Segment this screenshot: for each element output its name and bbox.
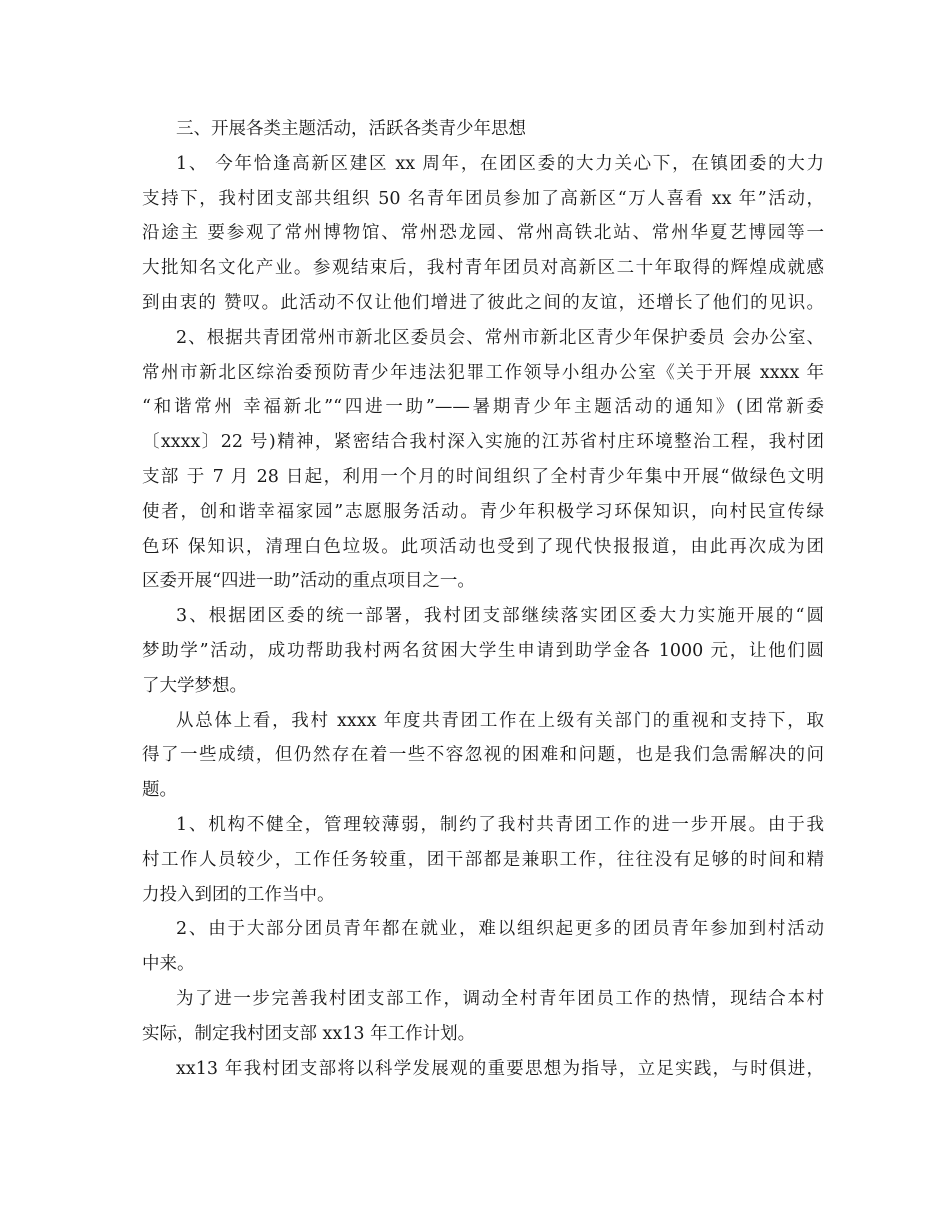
paragraph-line: 实际，制定我村团支部 xx13 年工作计划。 [142,1023,476,1044]
paragraph-line: 支部 于 7 月 28 日起，利用一个月的时间组织了全村青少年集中开展“做绿色文明 [142,466,824,487]
document-body [142,112,824,1086]
section-heading: 三、开展各类主题活动，活跃各类青少年思想 [176,119,526,139]
paragraph-line: 了大学梦想。 [142,675,247,696]
paragraph-line: 大批知名文化产业。参观结束后，我村青年团员对高新区二十年取得的辉煌成就感 [142,258,824,279]
paragraph-line: xx13 年我村团支部将以科学发展观的重要思想为指导，立足实践，与时俱进， [176,1058,824,1079]
paragraph-line: 村工作人员较少，工作任务较重，团干部都是兼职工作，往往没有足够的时间和精 [142,849,824,870]
paragraph-line: 支持下，我村团支部共组织 50 名青年团员参加了高新区“万人喜看 xx 年”活动， [142,188,824,209]
paragraph-line: 〔xxxx〕22 号)精神，紧密结合我村深入实施的江苏省村庄环境整治工程，我村团 [142,432,824,453]
paragraph-line: 3、根据团区委的统一部署，我村团支部继续落实团区委大力实施开展的“圆 [176,606,824,627]
paragraph-line: 1、机构不健全，管理较薄弱，制约了我村共青团工作的进一步开展。由于我 [176,814,824,835]
paragraph-line: 色环 保知识，清理白色垃圾。此项活动也受到了现代快报报道，由此再次成为团 [142,536,824,557]
paragraph-line: 区委开展“四进一助”活动的重点项目之一。 [142,571,475,592]
paragraph-line: 2、根据共青团常州市新北区委员会、常州市新北区青少年保护委员 会办公室、 [176,327,824,348]
paragraph-line: 得了一些成绩，但仍然存在着一些不容忽视的困难和问题，也是我们急需解决的问 [142,745,824,766]
paragraph-line: 梦助学”活动，成功帮助我村两名贫困大学生申请到助学金各 1000 元，让他们圆 [142,640,824,661]
paragraph-line: 沿途主 要参观了常州博物馆、常州恐龙园、常州高铁北站、常州华夏艺博园等一 [142,223,824,244]
paragraph-line: 题。 [142,780,177,801]
paragraph-line: 2、由于大部分团员青年都在就业，难以组织起更多的团员青年参加到村活动 [176,919,824,940]
paragraph-line: 为了进一步完善我村团支部工作，调动全村青年团员工作的热情，现结合本村 [176,988,824,1009]
paragraph-line: 到由衷的 赞叹。此活动不仅让他们增进了彼此之间的友谊，还增长了他们的见识。 [142,292,824,313]
paragraph-line: 力投入到团的工作当中。 [142,884,335,905]
paragraph-line: 中来。 [142,954,195,975]
paragraph-line: 常州市新北区综治委预防青少年违法犯罪工作领导小组办公室《关于开展 xxxx 年 [142,362,824,383]
paragraph-line: 使者，创和谐幸福家园”志愿服务活动。青少年积极学习环保知识，向村民宣传绿 [142,501,824,522]
paragraph-line: “和谐常州 幸福新北”“四进一助”——暑期青少年主题活动的通知》(团常新委 [142,397,824,418]
paragraph-line: 从总体上看，我村 xxxx 年度共青团工作在上级有关部门的重视和支持下，取 [176,710,824,731]
paragraph-line: 1、 今年恰逢高新区建区 xx 周年，在团区委的大力关心下，在镇团委的大力 [176,153,824,174]
